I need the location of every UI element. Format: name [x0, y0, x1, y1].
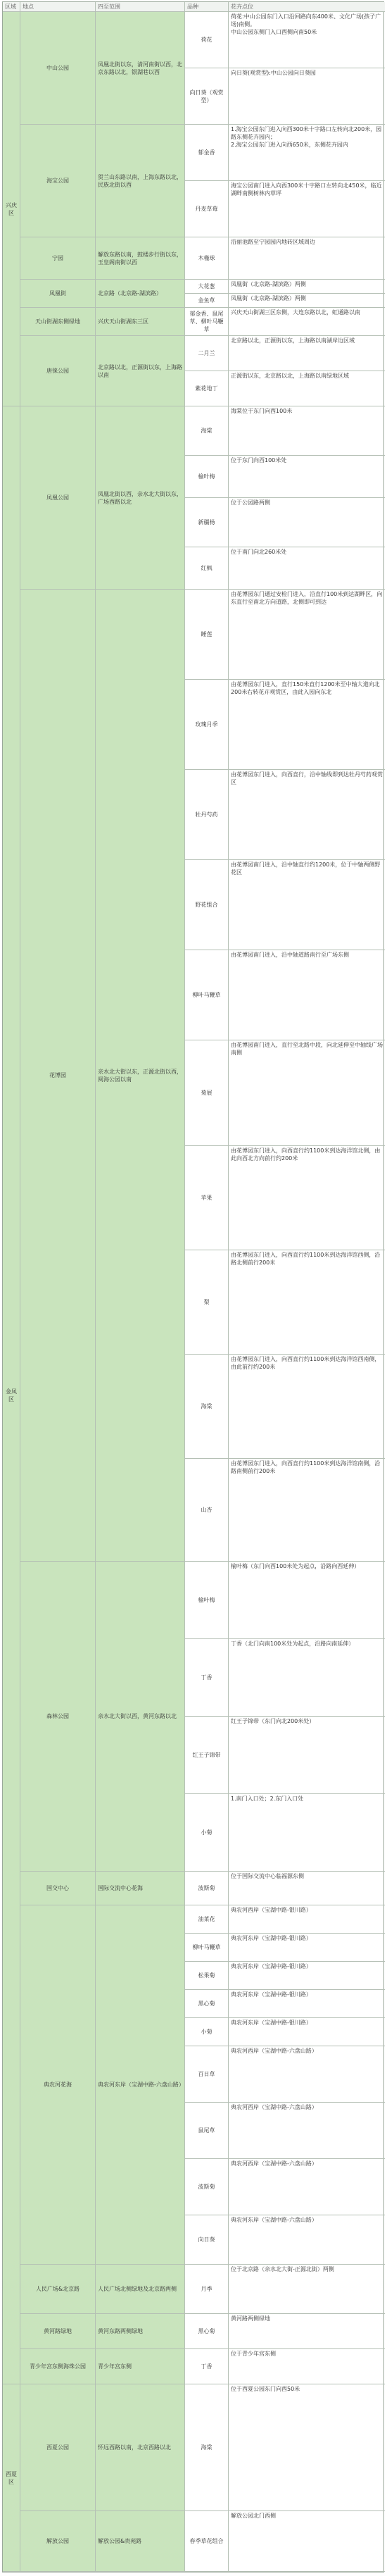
range-cell: 凤凰北街以西，亲水北大街以东，广场西路以北: [96, 406, 185, 590]
range-cell: 人民广场北侧绿地及北京路两侧: [96, 2265, 185, 2314]
variety-cell: 鼠尾草: [185, 2103, 229, 2159]
place-cell: 中山公园: [20, 12, 96, 125]
region-cell: 金凤区: [3, 406, 20, 2384]
header-range: 四至范围: [96, 2, 185, 12]
variety-cell: 向日葵（观赏型）: [185, 68, 229, 125]
variety-cell: 木槿球: [185, 237, 229, 280]
place-cell: 黄河路绿地: [20, 2314, 96, 2349]
points-cell: 黄河路两侧绿地: [229, 2314, 385, 2349]
variety-cell: 金鱼草: [185, 294, 229, 308]
range-cell: 青少年宫东侧: [96, 2349, 185, 2384]
points-cell: 由花博园东门进入，向西直行约1100米到达海洋馆南侧，沿路南侧前行200米: [229, 1459, 385, 1562]
variety-cell: 油菜花: [185, 1905, 229, 1934]
place-cell: 西夏公园: [20, 2384, 96, 2511]
points-cell: 海棠位于东门向西100米: [229, 406, 385, 456]
points-cell: 典农河东岸（宝湖中路-银川路）: [229, 2018, 385, 2046]
range-cell: 亲水北大街以西，黄河东路以北: [96, 1562, 185, 1872]
points-cell: 由花博园东门进入，向西直行约1100米到达海洋馆北侧，由此向西北方向前行约200米: [229, 1146, 385, 1250]
variety-cell: 波斯菊: [185, 1872, 229, 1905]
variety-cell: 小菊: [185, 1794, 229, 1872]
variety-cell: 松果菊: [185, 1962, 229, 1990]
variety-cell: 紫花地丁: [185, 371, 229, 406]
place-cell: 天山街湖东侧绿地: [20, 308, 96, 336]
place-cell: 宁园: [20, 237, 96, 280]
points-cell: 由花博园南门进入，沿中轴直行约1200米，位于中轴两侧野花区: [229, 860, 385, 950]
place-cell: 凤凰公园: [20, 406, 96, 590]
points-cell: 由花博园东门进入，向西直行，沿中轴线即到达牡丹芍药观赏区: [229, 770, 385, 860]
points-cell: 由花博园东门通过安检门进入，沿直行100米到达湖畔区，向东直行至南北方向道路，北侧即可到达: [229, 590, 385, 680]
variety-cell: 睡莲: [185, 590, 229, 680]
range-cell: 典农河东岸（宝湖中路-六盘山路）: [96, 1905, 185, 2265]
variety-cell: 郁金香: [185, 125, 229, 181]
points-cell: 向日葵(观赏型):中山公园向日葵园: [229, 68, 385, 125]
points-cell: 典农河东岸（宝湖中路-银川路）: [229, 1962, 385, 1990]
region-cell: 西夏区: [3, 2384, 20, 2572]
variety-cell: 小菊: [185, 2018, 229, 2046]
header-variety: 品种: [185, 2, 229, 12]
place-cell: 海宝公园: [20, 125, 96, 237]
variety-cell: 海棠: [185, 2384, 229, 2511]
range-cell: 北京路以北，正源街以东，上海路以南: [96, 336, 185, 406]
points-cell: 由花博园东门进入，向西直行约1100米到达海洋馆西侧，沿路北侧前行200米: [229, 1250, 385, 1355]
variety-cell: 丁香: [185, 1639, 229, 1717]
variety-cell: 黑心菊: [185, 2314, 229, 2349]
variety-cell: 牡丹芍药: [185, 770, 229, 860]
range-cell: 国际交流中心花海: [96, 1872, 185, 1905]
header-points: 花卉点位: [229, 2, 385, 12]
place-cell: 解放公园: [20, 2511, 96, 2572]
points-cell: 北京路以北，正源街以东，上海路以南湖岸边区域: [229, 336, 385, 371]
variety-cell: 丹麦草莓: [185, 181, 229, 237]
place-cell: 典农河花海: [20, 1905, 96, 2265]
points-cell: 由花博园东门进入，向西直行约1100米到达海洋馆西南侧，由此前行约200米: [229, 1355, 385, 1459]
variety-cell: 野花组合: [185, 860, 229, 950]
variety-cell: 山杏: [185, 1459, 229, 1562]
points-cell: 兴庆天山街湖三区东侧，大连东路以北，虹通路以南: [229, 308, 385, 336]
points-cell: 典农河东岸（宝湖中路-银川路）: [229, 1934, 385, 1962]
points-cell: 荷花:中山公园东门入口沿回路向东400米、文化广场(孩子广场)南侧。 中山公园东侧门入口西侧向南50米: [229, 12, 385, 68]
range-cell: 北京路（北京路-湖滨路）: [96, 280, 185, 308]
variety-cell: 二月兰: [185, 336, 229, 371]
variety-cell: 苹果: [185, 1146, 229, 1250]
points-cell: 海宝公园南门进入向西300米十字路口左转向北450米，临近湖畔南侧树林内草坪: [229, 181, 385, 237]
variety-cell: 海棠: [185, 1355, 229, 1459]
header-place: 地点: [20, 2, 96, 12]
variety-cell: 黑心菊: [185, 1990, 229, 2018]
points-cell: 典农河东岸（宝湖中路-银川路）: [229, 1990, 385, 2018]
variety-cell: 柳叶马鞭草: [185, 950, 229, 1040]
variety-cell: 海棠: [185, 406, 229, 456]
variety-cell: 玫瑰月季: [185, 680, 229, 770]
variety-cell: 波斯菊: [185, 2159, 229, 2215]
variety-cell: 郁金香、鼠尾草、柳叶马鞭草: [185, 308, 229, 336]
points-cell: 凤凰街（北京路-湖滨路）两侧: [229, 280, 385, 294]
variety-cell: 百日草: [185, 2046, 229, 2103]
variety-cell: 榆叶梅: [185, 1562, 229, 1639]
variety-cell: 菊展: [185, 1040, 229, 1146]
points-cell: 凤凰街（北京路-湖滨路）两侧: [229, 294, 385, 308]
place-cell: 人民广场&北京路: [20, 2265, 96, 2314]
variety-cell: 春季草花组合: [185, 2511, 229, 2572]
range-cell: 兴庆天山街湖东三区: [96, 308, 185, 336]
place-cell: 国交中心: [20, 1872, 96, 1905]
points-cell: 解放公园北门西侧: [229, 2511, 385, 2572]
flower-viewing-table: [2, 1, 384, 2572]
points-cell: 位于南门向北260米处: [229, 547, 385, 590]
range-cell: 凤凰北街以东，清河南街以西，北京东路以北，银湖巷以西: [96, 12, 185, 125]
variety-cell: 榆叶梅: [185, 456, 229, 498]
points-cell: 红王子锦带（东门向北200米处）: [229, 1717, 385, 1794]
place-cell: 唐徕公园: [20, 336, 96, 406]
variety-cell: 柳叶马鞭草: [185, 1934, 229, 1962]
points-cell: 位于北京路（亲水北大街-正源北街）两侧: [229, 2265, 385, 2314]
points-cell: 典农河西岸（宝湖中路-六盘山路）: [229, 2103, 385, 2159]
range-cell: 黄河东路两侧绿地: [96, 2314, 185, 2349]
points-cell: 丁香（北门向南100米处为起点，沿路向南延伸）: [229, 1639, 385, 1717]
points-cell: 位于青少年宫东侧: [229, 2349, 385, 2384]
header-region: 区域: [3, 2, 20, 12]
range-cell: 解放公园&贵苑路: [96, 2511, 185, 2572]
variety-cell: 丁香: [185, 2349, 229, 2384]
variety-cell: 红王子锦带: [185, 1717, 229, 1794]
range-cell: 解放东路以南，鼓楼步行街以东，玉皇阁南街以西: [96, 237, 185, 280]
variety-cell: 荷花: [185, 12, 229, 68]
points-cell: 1.海宝公园东门进入向西300米十字路口左转向北200米，园路东侧花卉园内； 2.海宝公园东门进入向西650米，东侧花卉园内: [229, 125, 385, 181]
variety-cell: 红枫: [185, 547, 229, 590]
points-cell: 典农河东岸（宝湖中路-六盘山路）: [229, 2215, 385, 2265]
place-cell: 凤凰街: [20, 280, 96, 308]
place-cell: 森林公园: [20, 1562, 96, 1872]
variety-cell: 新疆杨: [185, 498, 229, 547]
place-cell: 青少年宫东侧海珠公园: [20, 2349, 96, 2384]
variety-cell: 向日葵: [185, 2215, 229, 2265]
place-cell: 花博园: [20, 590, 96, 1562]
points-cell: 位于公园路两侧: [229, 498, 385, 547]
points-cell: 正源街以东，北京路以北，上海路以南绿地区域: [229, 371, 385, 406]
points-cell: 1.南门入口处；2.东门入口处: [229, 1794, 385, 1872]
range-cell: 贺兰山东路以南，上海东路以北，民族北街以西: [96, 125, 185, 237]
points-cell: 由花博园南门进入，沿中轴道路南行至广场东侧: [229, 950, 385, 1040]
points-cell: 由花博园东门进入，直行150米直行1200米至中轴大道向北200米右转花卉观赏区，由此入园向东北: [229, 680, 385, 770]
region-cell: 兴庆区: [3, 12, 20, 406]
points-cell: 位于东门向西100米处: [229, 456, 385, 498]
points-cell: 典农河西岸（宝湖中路-六盘山路）: [229, 2159, 385, 2215]
points-cell: 位于西夏公园东门向西50米: [229, 2384, 385, 2511]
variety-cell: 梨: [185, 1250, 229, 1355]
points-cell: 沿丽池路至宁园园内地砖区域周边: [229, 237, 385, 280]
variety-cell: 月季: [185, 2265, 229, 2314]
points-cell: 位于国际交流中心临福源东侧: [229, 1872, 385, 1905]
range-cell: 亲水北大街以东，正源北街以西，阅海公园以南: [96, 590, 185, 1562]
range-cell: 怀远西路以南，北京西路以北: [96, 2384, 185, 2511]
points-cell: 由花博园南门进入，直行至北路中段，向北延伸至中轴线广场南侧: [229, 1040, 385, 1146]
points-cell: 典农河西岸（宝湖中路-六盘山路）: [229, 2046, 385, 2103]
points-cell: 典农河西岸（宝湖中路-银川路）: [229, 1905, 385, 1934]
variety-cell: 大花葱: [185, 280, 229, 294]
points-cell: 榆叶梅（东门向西100米处为起点，沿路向西延伸）: [229, 1562, 385, 1639]
